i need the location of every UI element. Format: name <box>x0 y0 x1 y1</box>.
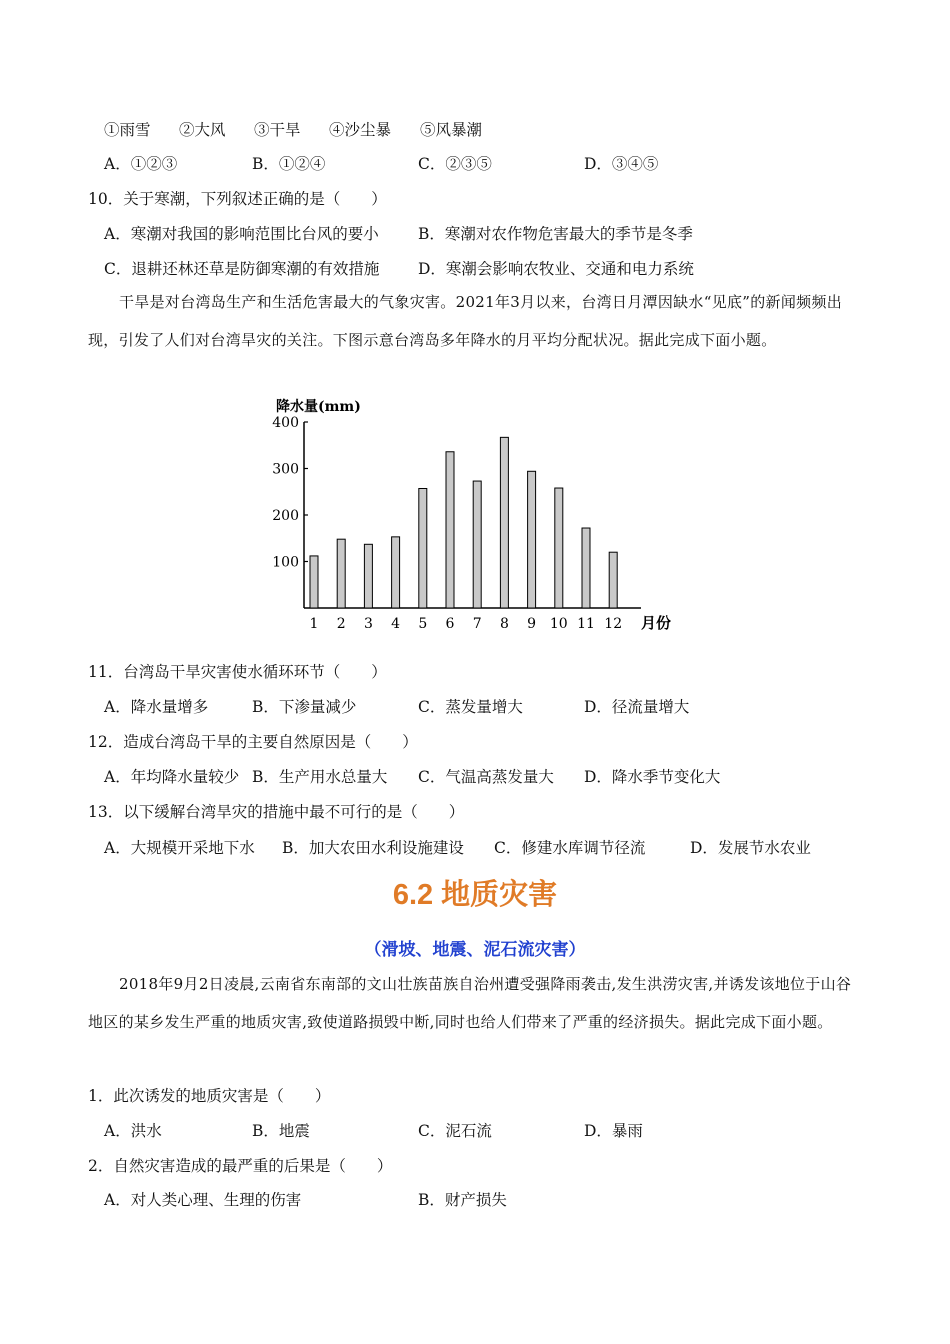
section-title: 6.2 地质灾害 <box>392 879 558 911</box>
chart-bar-month-6 <box>446 452 454 608</box>
chart-bar-month-2 <box>337 539 345 608</box>
chart-x-tick-label: 1 <box>309 616 319 632</box>
chart-bar-month-12 <box>609 552 617 608</box>
chart-bar-month-7 <box>473 481 481 608</box>
q13-stem: 13．以下缓解台湾旱灾的措施中最不可行的是（ ） <box>88 803 465 821</box>
q1-stem: 1．此次诱发的地质灾害是（ ） <box>88 1087 331 1105</box>
chart-x-tick-label: 11 <box>577 616 595 632</box>
q11-option-b: B．下渗量减少 <box>252 698 357 716</box>
q10-option-d: D．寒潮会影响农牧业、交通和电力系统 <box>418 260 694 278</box>
chart-x-tick-label: 9 <box>527 616 537 632</box>
precipitation-chart <box>260 392 690 637</box>
chart-y-tick-label: 100 <box>272 554 299 571</box>
q9-option-d: D．③④⑤ <box>584 155 659 173</box>
section-subtitle: （滑坡、地震、泥石流灾害） <box>364 940 586 960</box>
q1-option-c: C．泥石流 <box>418 1122 492 1140</box>
q10-option-a: A．寒潮对我国的影响范围比台风的要小 <box>104 225 379 243</box>
chart-y-tick-label: 400 <box>272 415 299 431</box>
q11-option-d: D．径流量增大 <box>584 698 690 716</box>
q12-option-d: D．降水季节变化大 <box>584 768 721 786</box>
chart-bar-month-5 <box>419 488 427 608</box>
chart-x-tick-label: 10 <box>549 616 568 632</box>
q13-option-b: B．加大农田水利设施建设 <box>282 839 464 857</box>
chart-x-tick-label: 6 <box>445 616 455 632</box>
chart-x-tick-label: 2 <box>336 616 346 632</box>
q2-stem: 2．自然灾害造成的最严重的后果是（ ） <box>88 1157 393 1175</box>
q9-item-2: ②大风 <box>179 121 226 139</box>
passage-geologic-disaster: 2018年9月2日凌晨,云南省东南部的文山壮族苗族自治州遭受强降雨袭击,发生洪涝灾害,并诱发该地位于山谷地区的某乡发生严重的地质灾害,致使道路损毁中断,同时也给人们带来了严重的经济损失。据此完成下面小题。 <box>88 975 852 1031</box>
q13-option-d: D．发展节水农业 <box>690 839 811 857</box>
chart-x-axis-label: 月份 <box>641 614 672 632</box>
q10-option-c: C．退耕还林还草是防御寒潮的有效措施 <box>104 260 380 278</box>
q13-option-c: C．修建水库调节径流 <box>494 839 646 857</box>
chart-bar-month-10 <box>555 488 563 608</box>
q13-option-a: A．大规模开采地下水 <box>104 839 255 857</box>
chart-bar-month-8 <box>500 437 508 608</box>
q2-option-a: A．对人类心理、生理的伤害 <box>104 1191 302 1209</box>
q10-option-b: B．寒潮对农作物危害最大的季节是冬季 <box>418 225 693 243</box>
chart-x-tick-label: 5 <box>418 616 428 632</box>
q12-stem: 12．造成台湾岛干旱的主要自然原因是（ ） <box>88 733 418 751</box>
q11-option-a: A．降水量增多 <box>104 698 209 716</box>
q12-option-c: C．气温高蒸发量大 <box>418 768 554 786</box>
q1-option-b: B．地震 <box>252 1122 310 1140</box>
q9-option-b: B．①②④ <box>252 155 326 173</box>
q1-option-d: D．暴雨 <box>584 1122 643 1140</box>
q11-option-c: C．蒸发量增大 <box>418 698 523 716</box>
chart-bar-month-11 <box>582 528 590 608</box>
chart-bar-month-1 <box>310 556 318 608</box>
q2-option-b: B．财产损失 <box>418 1191 507 1209</box>
q12-option-a: A．年均降水量较少 <box>104 768 240 786</box>
chart-bar-month-3 <box>364 544 372 608</box>
chart-x-tick-label: 7 <box>472 616 482 632</box>
chart-y-tick-label: 300 <box>272 461 299 478</box>
chart-x-tick-label: 12 <box>604 616 623 632</box>
q9-item-5: ⑤风暴潮 <box>420 121 483 139</box>
chart-x-tick-label: 8 <box>499 616 509 632</box>
q9-option-c: C．②③⑤ <box>418 155 492 173</box>
q9-item-3: ③干旱 <box>254 121 301 139</box>
chart-x-tick-label: 3 <box>363 616 373 632</box>
q9-option-a: A．①②③ <box>104 155 178 173</box>
passage-drought: 干旱是对台湾岛生产和生活危害最大的气象灾害。2021年3月以来，台湾日月潭因缺水“见底”的新闻频频出现，引发了人们对台湾旱灾的关注。下图示意台湾岛多年降水的月平均分配状况。据此完成下面小题。 <box>88 293 843 349</box>
q9-item-1: ①雨雪 <box>104 121 151 139</box>
chart-bar-month-4 <box>392 537 400 608</box>
q10-stem: 10．关于寒潮，下列叙述正确的是（ ） <box>88 190 387 208</box>
q11-stem: 11．台湾岛干旱灾害使水循环环节（ ） <box>88 663 387 681</box>
chart-y-axis-label: 降水量(mm) <box>276 399 361 415</box>
q12-option-b: B．生产用水总量大 <box>252 768 388 786</box>
q1-option-a: A．洪水 <box>104 1122 162 1140</box>
chart-y-tick-label: 200 <box>272 508 299 524</box>
chart-bar-month-9 <box>528 471 536 608</box>
q9-item-4: ④沙尘暴 <box>329 121 392 139</box>
chart-x-tick-label: 4 <box>391 616 401 632</box>
